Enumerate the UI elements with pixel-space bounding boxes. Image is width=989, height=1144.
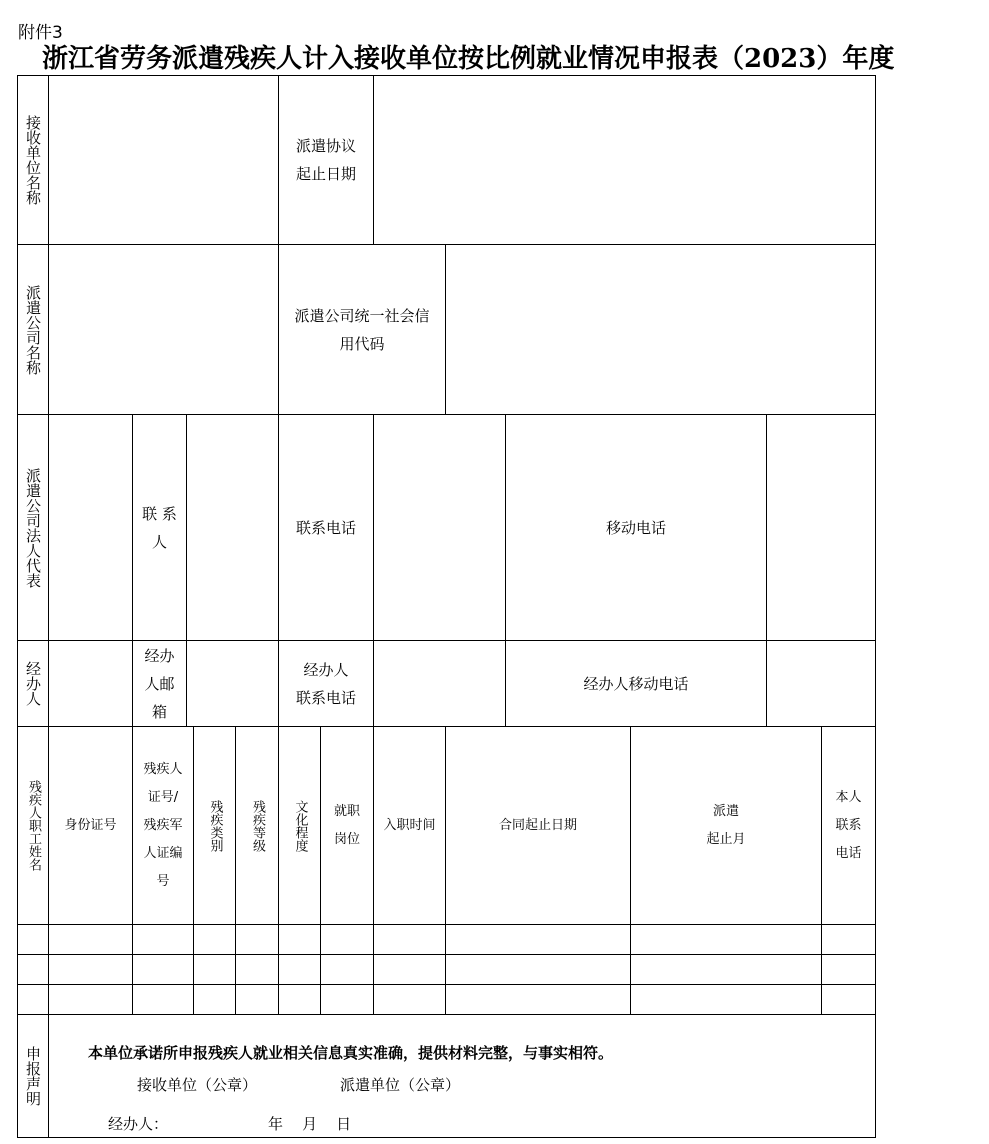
staff-row-cell[interactable] <box>630 954 822 985</box>
staff-row-cell[interactable] <box>278 924 321 955</box>
contact-label: 联 系 人 <box>132 414 187 641</box>
mobile-field[interactable] <box>766 414 876 641</box>
receiver-name-field[interactable] <box>48 75 279 245</box>
dispatch-dates-field[interactable] <box>373 75 876 245</box>
staff-row-cell[interactable] <box>373 954 446 985</box>
contact-phone-field[interactable] <box>373 414 506 641</box>
staff-row-cell[interactable] <box>821 954 876 985</box>
staff-row-cell[interactable] <box>373 924 446 955</box>
staff-row-cell[interactable] <box>235 954 279 985</box>
staff-row-cell[interactable] <box>320 924 374 955</box>
staff-row-cell[interactable] <box>373 984 446 1015</box>
post-header: 就职 岗位 <box>320 726 374 925</box>
declaration-statement: 本单位承诺所申报残疾人就业相关信息真实准确，提供材料完整，与事实相符。 <box>88 1044 614 1062</box>
dispatch-dates-label: 派遣协议 起止日期 <box>278 75 374 245</box>
disability-grade-header: 残疾等级 <box>235 726 279 925</box>
staff-row-cell[interactable] <box>445 924 631 955</box>
mobile-label: 移动电话 <box>505 414 767 641</box>
staff-row-cell[interactable] <box>630 984 822 1015</box>
staff-name-header: 残疾人职工姓名 <box>17 726 49 925</box>
hire-date-header: 入职时间 <box>373 726 446 925</box>
staff-row-cell[interactable] <box>17 924 49 955</box>
staff-row-cell[interactable] <box>278 984 321 1015</box>
dispatch-months-header: 派遣 起止月 <box>630 726 822 925</box>
staff-row-cell[interactable] <box>193 984 236 1015</box>
staff-row-cell[interactable] <box>320 984 374 1015</box>
handler-phone-label: 经办人 联系电话 <box>278 640 374 727</box>
handler-phone-field[interactable] <box>373 640 506 727</box>
handler-label: 经办人 <box>17 640 49 727</box>
staff-row-cell[interactable] <box>235 984 279 1015</box>
staff-row-cell[interactable] <box>235 924 279 955</box>
dispatch-company-field[interactable] <box>48 244 279 415</box>
staff-row-cell[interactable] <box>132 954 194 985</box>
staff-row-cell[interactable] <box>445 984 631 1015</box>
staff-row-cell[interactable] <box>132 984 194 1015</box>
education-header: 文化程度 <box>278 726 321 925</box>
receiver-seal-label: 接收单位（公章） <box>137 1076 258 1094</box>
id-number-header: 身份证号 <box>48 726 133 925</box>
handler-email-label: 经办 人邮 箱 <box>132 640 187 727</box>
staff-row-cell[interactable] <box>48 954 133 985</box>
staff-row-cell[interactable] <box>48 924 133 955</box>
sign-date-label: 年 月 日 <box>268 1115 352 1133</box>
handler-field[interactable] <box>48 640 133 727</box>
dispatch-company-label: 派遣公司名称 <box>17 244 49 415</box>
staff-row-cell[interactable] <box>445 954 631 985</box>
legal-rep-field[interactable] <box>48 414 133 641</box>
credit-code-label: 派遣公司统一社会信 用代码 <box>278 244 446 415</box>
declaration-label: 申报声明 <box>17 1014 49 1138</box>
staff-row-cell[interactable] <box>821 984 876 1015</box>
staff-row-cell[interactable] <box>278 954 321 985</box>
disability-cert-header: 残疾人 证号/ 残疾军 人证编 号 <box>132 726 194 925</box>
handler-mobile-field[interactable] <box>766 640 876 727</box>
form-title: 浙江省劳务派遣残疾人计入接收单位按比例就业情况申报表（2023）年度 <box>42 44 895 74</box>
legal-rep-label: 派遣公司法人代表 <box>17 414 49 641</box>
staff-row-cell[interactable] <box>193 924 236 955</box>
dispatch-seal-label: 派遣单位（公章） <box>340 1076 461 1094</box>
handler-signature-label: 经办人： <box>108 1115 169 1133</box>
personal-phone-header: 本人 联系 电话 <box>821 726 876 925</box>
staff-row-cell[interactable] <box>821 924 876 955</box>
contract-dates-header: 合同起止日期 <box>445 726 631 925</box>
staff-row-cell[interactable] <box>132 924 194 955</box>
staff-row-cell[interactable] <box>17 954 49 985</box>
contact-phone-label: 联系电话 <box>278 414 374 641</box>
staff-row-cell[interactable] <box>17 984 49 1015</box>
receiver-name-label: 接收单位名称 <box>17 75 49 245</box>
staff-row-cell[interactable] <box>320 954 374 985</box>
handler-mobile-label: 经办人移动电话 <box>505 640 767 727</box>
credit-code-field[interactable] <box>445 244 876 415</box>
staff-row-cell[interactable] <box>630 924 822 955</box>
contact-field[interactable] <box>186 414 279 641</box>
staff-row-cell[interactable] <box>193 954 236 985</box>
handler-email-field[interactable] <box>186 640 279 727</box>
attachment-label: 附件3 <box>18 23 63 43</box>
staff-row-cell[interactable] <box>48 984 133 1015</box>
disability-type-header: 残疾类别 <box>193 726 236 925</box>
